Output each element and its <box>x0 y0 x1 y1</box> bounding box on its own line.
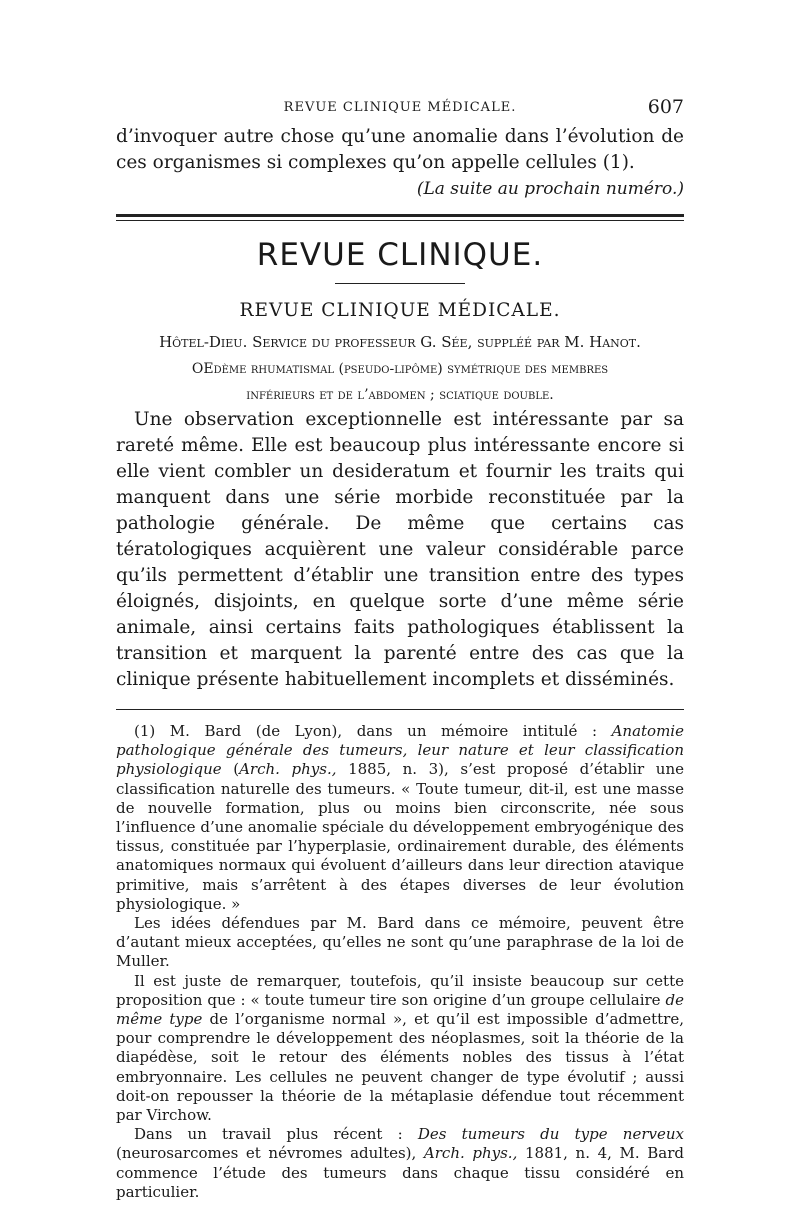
section-divider <box>116 214 684 221</box>
footnote-4-journal: Arch. phys., <box>423 1144 518 1163</box>
service-line: Hôtel-Dieu. Service du professeur G. Sée, suppléé par M. Hanot. <box>159 333 641 351</box>
page-number: 607 <box>647 96 684 118</box>
footnote-4-text-c: (neurosarcomes et névromes adultes), <box>116 1144 424 1163</box>
section-title: REVUE CLINIQUE. <box>256 237 544 273</box>
footnote-1-title: Anatomie pathologique générale des tumeurs, leur nature et leur classification physiologique <box>116 722 684 779</box>
footnote-3-text-c: de l’organisme normal », et qu’il est impossible d’admettre, pour comprendre le développement des néoplasmes, soit la théorie de la diapédèse, soit le retour des éléments nobles des tissus à l’état embryonnaire. Les cellules ne peuvent changer de type évolutif ; aussi doit-on repousser la théorie de la métaplasie défendue tout récemment par Virchow. <box>116 1010 685 1125</box>
main-paragraph: Une observation exceptionnelle est intéressante par sa rareté même. Elle est beaucoup plus intéressante encore si elle vient combler un desideratum et fournir les traits qui manquent dans une série morbide reconstituée par la pathologie générale. De même que certains cas tératologiques acquièrent une valeur considérable parce qu’ils permettent d’établir une transition entre des types éloignés, disjoints, en quelque sorte d’une même série animale, ainsi certains faits pathologiques établissent la transition et marquent la parenté entre des cas que la clinique présente habituellement incomplets et disséminés. <box>116 409 684 690</box>
footnote-4-text-a: Dans un travail plus récent : <box>134 1125 418 1144</box>
footnote-4-text-e: 1881, n. 4, M. Bard commence l’étude des tumeurs dans chaque tissu considéré en particulier. <box>116 1144 685 1201</box>
footnote-3-emphasis: de même type <box>116 990 684 1029</box>
footnote-2: Les idées défendues par M. Bard dans ce mémoire, peuvent être d’autant mieux acceptées, qu’elles ne sont qu’une paraphrase de la loi de Muller. <box>116 914 684 971</box>
subsection-title: REVUE CLINIQUE MÉDICALE. <box>239 300 561 321</box>
running-head <box>116 96 684 124</box>
footnote-4-title: Des tumeurs du type nerveux <box>417 1125 684 1144</box>
case-title-line-1: OEdème rhumatismal (pseudo-lipôme) symétrique des membres <box>191 361 609 377</box>
footnote-1-text-e: 1885, n. 3), s’est proposé d’établir une classification naturelle des tumeurs. « Toute tumeur, dit-il, est une masse de nouvelle formation, plus ou moins bien circonscrite, née sous l’influence d’une anomalie spéciale du développement embryogénique des tissus, constituée par l’hyperplasie, ordinairement durable, des éléments anatomiques normaux qui évoluent d’ailleurs dans leur direction atavique primitive, mais s’arrêtent à des étapes diverses de leur évolution physiologique. » <box>116 760 685 913</box>
footnote-1-journal: Arch. phys., <box>239 760 337 779</box>
footnote-4 <box>116 1125 684 1202</box>
running-title: REVUE CLINIQUE MÉDICALE. <box>283 100 517 115</box>
case-title-line-2: inférieurs et de l’abdomen ; sciatique double. <box>246 387 554 403</box>
book-page <box>116 96 684 1202</box>
footnote-1-text-a: (1) M. Bard (de Lyon), dans un mémoire intitulé : <box>134 722 612 740</box>
continuation-note: (La suite au prochain numéro.) <box>416 179 684 199</box>
footnote-rule <box>116 709 684 710</box>
title-rule <box>335 283 465 284</box>
footnote-3-text-a: Il est juste de remarquer, toutefois, qu’il insiste beaucoup sur cette proposition que : « toute tumeur tire son origine d’un groupe cellulaire <box>116 971 684 1009</box>
continuation-paragraph: d’invoquer autre chose qu’une anomalie dans l’évolution de ces organismes si complexes qu’on appelle cellules (1). <box>116 126 684 173</box>
footnote-3 <box>116 972 684 1126</box>
footnote-1-text-c: ( <box>221 760 240 779</box>
footnote-1 <box>116 722 684 914</box>
